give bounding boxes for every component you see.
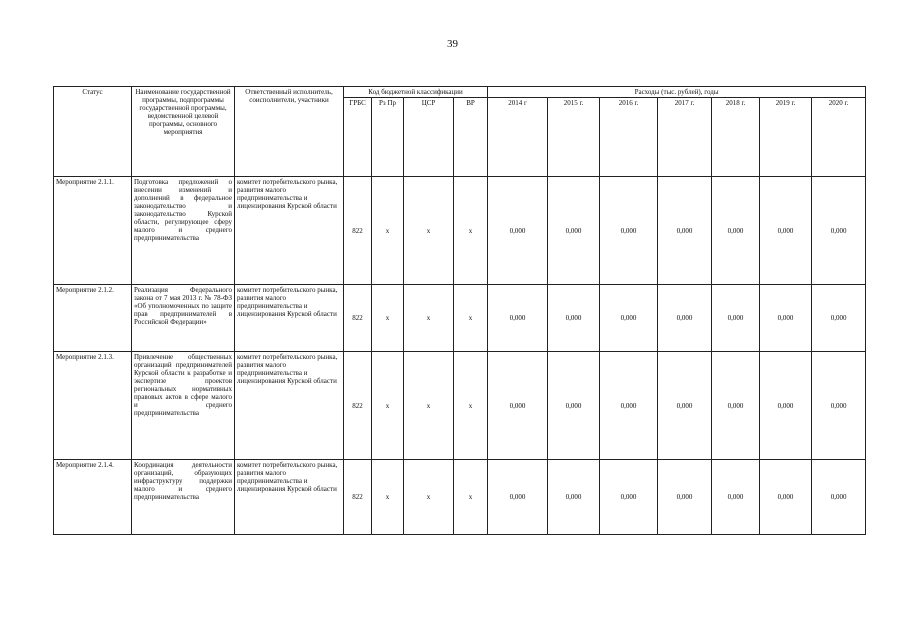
value-cell: 0,000 xyxy=(600,177,658,285)
value-cell: 0,000 xyxy=(548,352,600,460)
value-cell: 0,000 xyxy=(658,285,712,352)
grbs-cell: 822 xyxy=(344,285,372,352)
csr-cell: х xyxy=(404,177,454,285)
status-cell: Мероприятие 2.1.4. xyxy=(54,460,132,535)
name-cell: Подготовка предложений о внесении изменений и дополнений в федеральное законодательство и законодательство Курской области, регулирующее сферу малого и среднего предпринимательства xyxy=(132,177,235,285)
value-cell: 0,000 xyxy=(712,177,760,285)
grbs-cell: 822 xyxy=(344,352,372,460)
header-year: 2016 г. xyxy=(600,98,658,177)
value-cell: 0,000 xyxy=(600,460,658,535)
header-grbs: ГРБС xyxy=(344,98,372,177)
value-cell: 0,000 xyxy=(658,460,712,535)
status-cell: Мероприятие 2.1.3. xyxy=(54,352,132,460)
header-expenses: Расходы (тыс. рублей), годы xyxy=(488,87,866,98)
value-cell: 0,000 xyxy=(488,352,548,460)
header-year: 2019 г. xyxy=(760,98,812,177)
header-responsible: Ответственный исполнитель, соисполнители, участники xyxy=(235,87,344,177)
vr-cell: х xyxy=(454,285,488,352)
value-cell: 0,000 xyxy=(488,460,548,535)
csr-cell: х xyxy=(404,352,454,460)
header-budget-code: Код бюджетной классификации xyxy=(344,87,488,98)
value-cell: 0,000 xyxy=(600,285,658,352)
name-cell: Координация деятельности организаций, образующих инфраструктуру поддержки малого и среднего предпринимательства xyxy=(132,460,235,535)
rzpr-cell: х xyxy=(372,177,404,285)
header-year: 2015 г. xyxy=(548,98,600,177)
value-cell: 0,000 xyxy=(488,285,548,352)
table-row xyxy=(54,352,866,460)
value-cell: 0,000 xyxy=(712,460,760,535)
rzpr-cell: х xyxy=(372,285,404,352)
grbs-cell: 822 xyxy=(344,177,372,285)
vr-cell: х xyxy=(454,352,488,460)
value-cell: 0,000 xyxy=(760,177,812,285)
header-year: 2018 г. xyxy=(712,98,760,177)
header-status: Статус xyxy=(54,87,132,177)
value-cell: 0,000 xyxy=(812,460,866,535)
responsible-cell: комитет потребительского рынка, развития малого предпринимательства и лицензирования Курской области xyxy=(235,460,344,535)
header-year: 2014 г xyxy=(488,98,548,177)
value-cell: 0,000 xyxy=(600,352,658,460)
page-number: 39 xyxy=(447,38,458,50)
value-cell: 0,000 xyxy=(812,285,866,352)
responsible-cell: комитет потребительского рынка, развития малого предпринимательства и лицензирования Курской области xyxy=(235,285,344,352)
status-cell: Мероприятие 2.1.2. xyxy=(54,285,132,352)
header-csr: ЦСР xyxy=(404,98,454,177)
header-year: 2017 г. xyxy=(658,98,712,177)
value-cell: 0,000 xyxy=(548,177,600,285)
value-cell: 0,000 xyxy=(488,177,548,285)
table-row xyxy=(54,177,866,285)
header-vr: ВР xyxy=(454,98,488,177)
name-cell: Реализация Федерального закона от 7 мая 2013 г. № 78-ФЗ «Об уполномоченных по защите прав предпринимателей в Российской Федерации» xyxy=(132,285,235,352)
responsible-cell: комитет потребительского рынка, развития малого предпринимательства и лицензирования Курской области xyxy=(235,177,344,285)
value-cell: 0,000 xyxy=(548,285,600,352)
value-cell: 0,000 xyxy=(658,177,712,285)
value-cell: 0,000 xyxy=(760,285,812,352)
responsible-cell: комитет потребительского рынка, развития малого предпринимательства и лицензирования Курской области xyxy=(235,352,344,460)
header-row-top xyxy=(54,87,866,98)
vr-cell: х xyxy=(454,460,488,535)
name-cell: Привлечение общественных организаций предпринимателей Курской области к разработке и экспертизе проектов региональных нормативных правовых актов в сфере малого и среднего предпринимательства xyxy=(132,352,235,460)
value-cell: 0,000 xyxy=(712,285,760,352)
header-name: Наименование государственной программы, подпрограммы государственной программы, ведомственной целевой программы, основного мероприятия xyxy=(132,87,235,177)
table-row xyxy=(54,285,866,352)
rzpr-cell: х xyxy=(372,352,404,460)
csr-cell: х xyxy=(404,460,454,535)
value-cell: 0,000 xyxy=(812,177,866,285)
status-cell: Мероприятие 2.1.1. xyxy=(54,177,132,285)
header-rzpr: Рз Пр xyxy=(372,98,404,177)
value-cell: 0,000 xyxy=(712,352,760,460)
header-year: 2020 г. xyxy=(812,98,866,177)
value-cell: 0,000 xyxy=(658,352,712,460)
rzpr-cell: х xyxy=(372,460,404,535)
budget-table xyxy=(53,86,866,535)
grbs-cell: 822 xyxy=(344,460,372,535)
value-cell: 0,000 xyxy=(548,460,600,535)
vr-cell: х xyxy=(454,177,488,285)
value-cell: 0,000 xyxy=(760,352,812,460)
value-cell: 0,000 xyxy=(760,460,812,535)
value-cell: 0,000 xyxy=(812,352,866,460)
csr-cell: х xyxy=(404,285,454,352)
table-row xyxy=(54,460,866,535)
